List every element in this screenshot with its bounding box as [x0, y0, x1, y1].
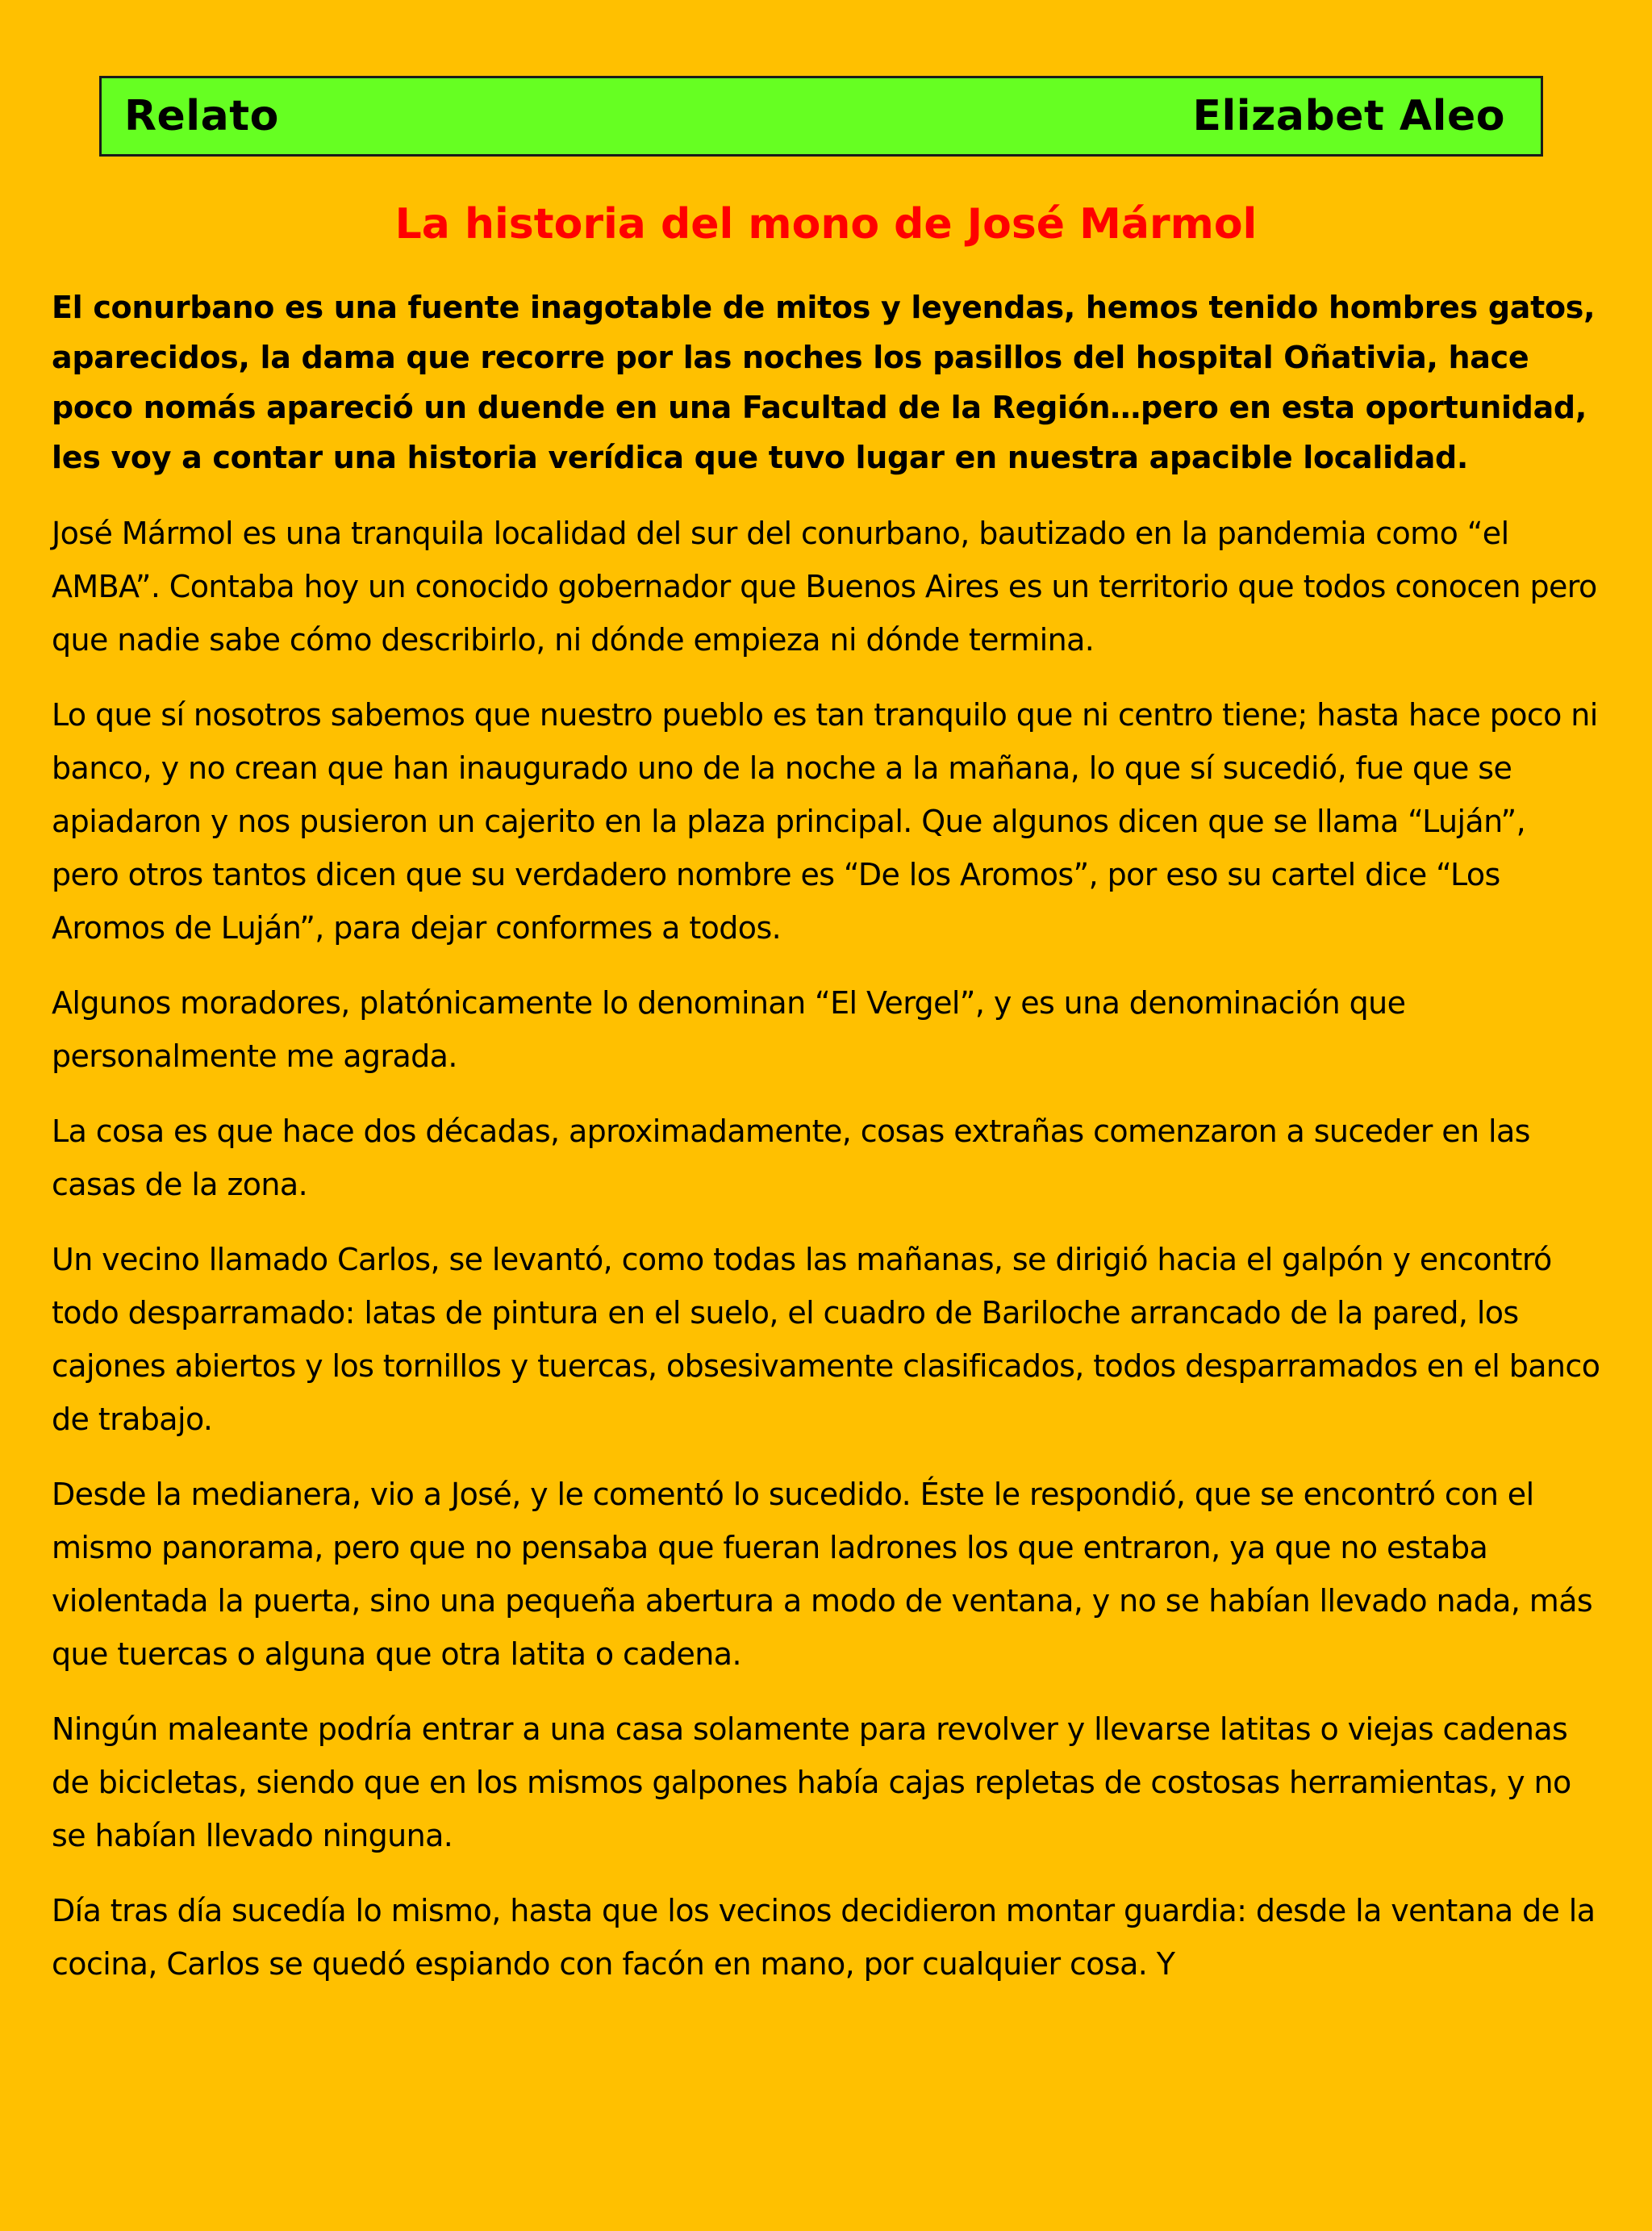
author-name: Elizabet Aleo — [1192, 92, 1505, 140]
intro-paragraph: El conurbano es una fuente inagotable de mitos y leyendas, hemos tenido hombres gatos, aparecidos, la dama que recorre por las noches los pasillos del hospital Oñativia, hace poco nomás apareció un duende en una Facultad de la Región…pero en esta oportunidad, les voy a contar una historia verídica que tuvo lugar en nuestra apacible localidad. — [52, 290, 1596, 475]
body-paragraph-8: Día tras día sucedía lo mismo, hasta que los vecinos decidieron montar guardia: desde la ventana de la cocina, Carlos se quedó espiando con facón en mano, por cualquier cosa. Y — [52, 1893, 1596, 1982]
body-paragraph-1: José Mármol es una tranquila localidad del sur del conurbano, bautizado en la pandemia como “el AMBA”. Contaba hoy un conocido gobernador que Buenos Aires es un territorio que todos conocen pero que nadie sabe cómo describirlo, ni dónde empieza ni dónde termina. — [52, 516, 1597, 658]
body-paragraph-4: La cosa es que hace dos décadas, aproximadamente, cosas extrañas comenzaron a suceder en las casas de la zona. — [52, 1113, 1530, 1202]
body-paragraph-6: Desde la medianera, vio a José, y le comentó lo sucedido. Éste le respondió, que se encontró con el mismo panorama, pero que no pensaba que fueran ladrones los que entraron, ya que no estaba violentada la puerta, sino una pequeña abertura a modo de ventana, y no se habían llevado nada, más que tuercas o alguna que otra latita o cadena. — [52, 1477, 1593, 1672]
section-label: Relato — [124, 92, 279, 140]
body-paragraph-5: Un vecino llamado Carlos, se levantó, como todas las mañanas, se dirigió hacia el galpón y encontró todo desparramado: latas de pintura en el suelo, el cuadro de Bariloche arrancado de la pared, los cajones abiertos y los tornillos y tuercas, obsesivamente clasificados, todos desparramados en el banco de trabajo. — [52, 1242, 1600, 1437]
header-bar — [99, 76, 1543, 157]
body-paragraph-3: Algunos moradores, platónicamente lo denominan “El Vergel”, y es una denominación que personalmente me agrada. — [52, 985, 1406, 1074]
body-paragraph-2: Lo que sí nosotros sabemos que nuestro pueblo es tan tranquilo que ni centro tiene; hasta hace poco ni banco, y no crean que han inaugurado uno de la noche a la mañana, lo que sí sucedió, fue que se apiadaron y nos pusieron un cajerito en la plaza principal. Que algunos dicen que se llama “Luján”, pero otros tantos dicen que su verdadero nombre es “De los Aromos”, por eso su cartel dice “Los Aromos de Luján”, para dejar conformes a todos. — [52, 697, 1598, 946]
story-body — [52, 282, 1600, 2012]
story-title: La historia del mono de José Mármol — [394, 200, 1258, 249]
body-paragraph-7: Ningún maleante podría entrar a una casa solamente para revolver y llevarse latitas o viejas cadenas de bicicletas, siendo que en los mismos galpones había cajas repletas de costosas herramientas, y no se habían llevado ninguna. — [52, 1711, 1571, 1853]
